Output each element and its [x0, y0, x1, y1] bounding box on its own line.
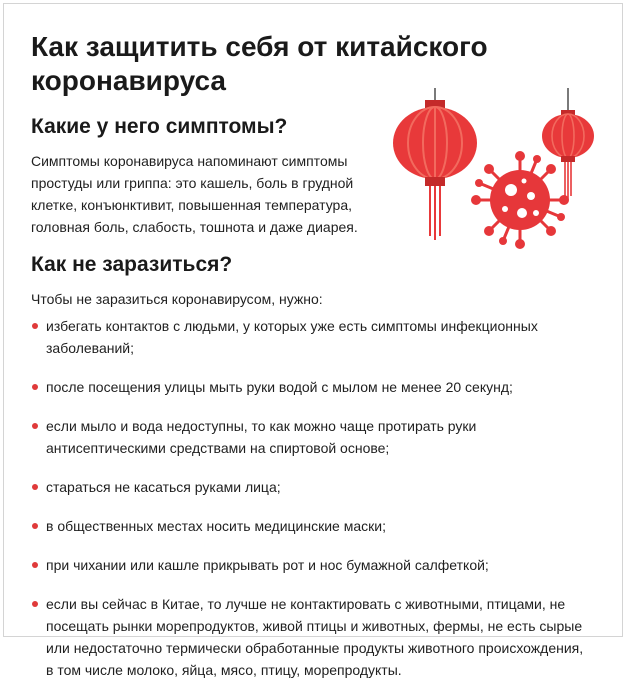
list-item [31, 554, 591, 576]
list-item-text: после посещения улицы мыть руки водой с мылом не менее 20 секунд; [46, 379, 513, 395]
list-item [31, 315, 591, 359]
list-item [31, 476, 591, 498]
list-item [31, 415, 591, 459]
red-dot-bullet-icon [32, 484, 38, 490]
red-dot-bullet-icon [32, 384, 38, 390]
large-lantern-icon [393, 88, 477, 240]
section-prevention-intro: Чтобы не заразиться коронавирусом, нужно: [31, 291, 323, 307]
list-item-text: в общественных местах носить медицинские маски; [46, 518, 386, 534]
red-dot-bullet-icon [32, 323, 38, 329]
page-title: Как защитить себя от китайского коронавируса [31, 31, 488, 96]
lanterns-and-virus-illustration [380, 88, 612, 258]
red-dot-bullet-icon [32, 423, 38, 429]
list-item [31, 593, 591, 681]
list-item-text: при чихании или кашле прикрывать рот и нос бумажной салфеткой; [46, 557, 489, 573]
list-item [31, 515, 591, 537]
list-item [31, 376, 591, 398]
list-item-text: избегать контактов с людьми, у которых уже есть симптомы инфекционных заболеваний; [46, 318, 538, 356]
small-lantern-icon [542, 88, 594, 200]
section-symptoms-text: Симптомы коронавируса напоминают симптомы простуды или гриппа: это кашель, боль в грудной клетке, конъюнктивит, повышенная температура, головная боль, слабость, тошнота и даже диарея. [31, 153, 358, 235]
virus-icon [471, 151, 569, 249]
list-item-text: если мыло и вода недоступны, то как можно чаще протирать руки антисептическими средствами на спиртовой основе; [46, 418, 477, 456]
list-item-text: если вы сейчас в Китае, то лучше не контактировать с животными, птицами, не посещать рынки морепродуктов, живой птицы и животных, фермы, не есть сырые или недостаточно термически обработанные продукты животного происхождения, в том числе молоко, яйца, мясо, птицу, морепродукты. [46, 596, 584, 678]
list-item-text: стараться не касаться руками лица; [46, 479, 281, 495]
red-dot-bullet-icon [32, 601, 38, 607]
section-prevention-heading: Как не заразиться? [31, 253, 233, 276]
red-dot-bullet-icon [32, 523, 38, 529]
red-dot-bullet-icon [32, 562, 38, 568]
section-symptoms-heading: Какие у него симптомы? [31, 115, 288, 138]
